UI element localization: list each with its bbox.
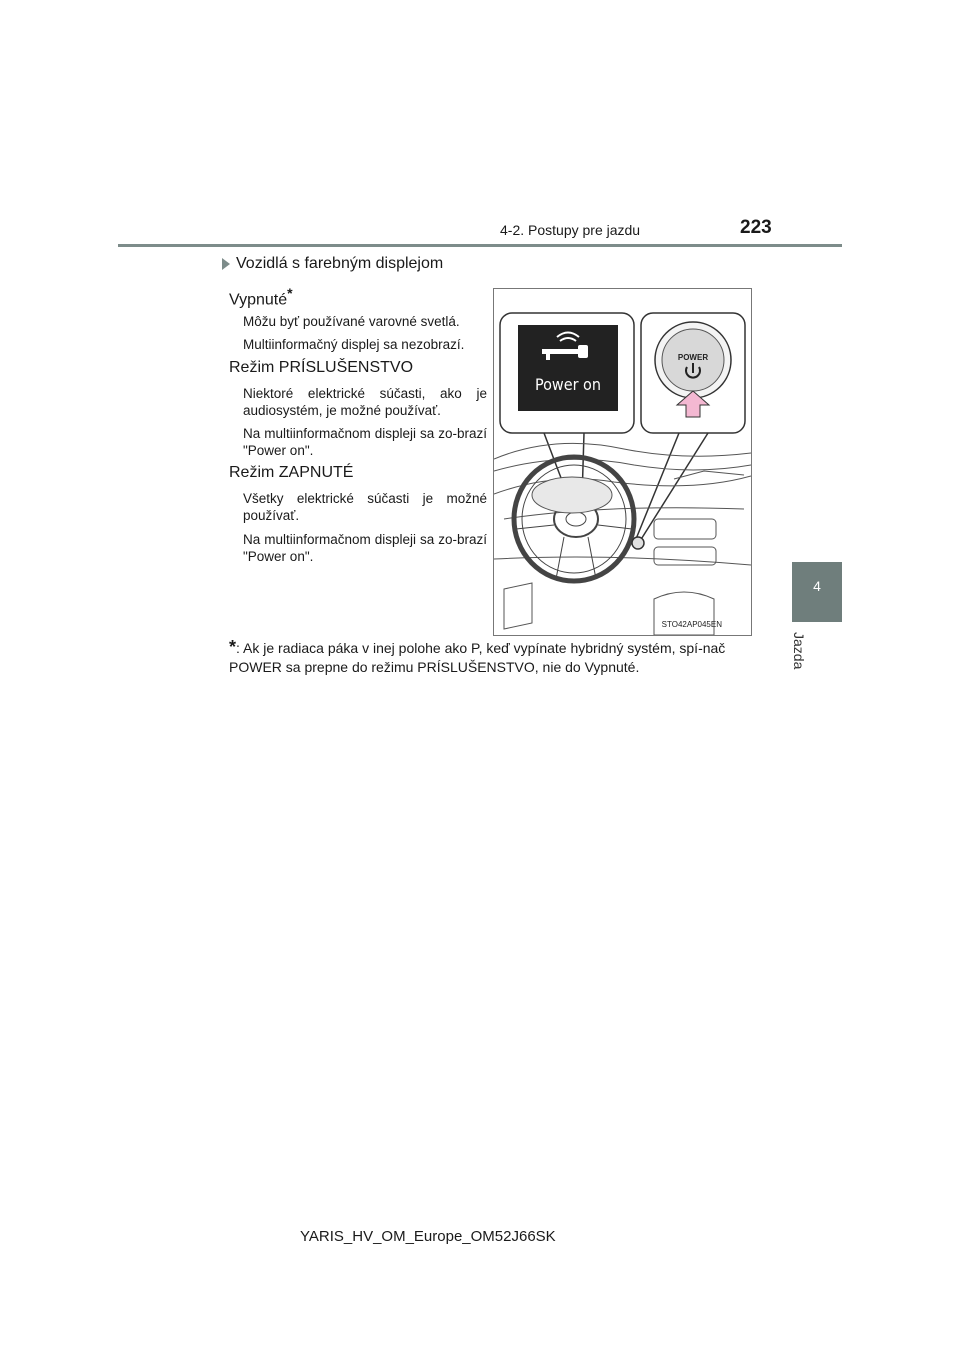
section-accessory-text-2: Na multiinformačnom displeji sa zo-brazí "Power on".: [243, 426, 487, 458]
chapter-number: 4: [813, 578, 821, 594]
header-section-title: 4-2. Postupy pre jazdu: [500, 222, 641, 238]
steering-wheel: [514, 457, 634, 581]
power-switch-location: [632, 537, 644, 549]
footnote-star: *: [229, 637, 237, 657]
vehicle-variant-text: Vozidlá s farebným displejom: [236, 255, 444, 272]
power-button-label: POWER: [677, 353, 709, 362]
footnote-marker: *: [287, 285, 293, 301]
footnote-text: : Ak je radiaca páka v inej polohe ako P, keď vypínate hybridný systém, spí-nač POWER sa prepne do režimu PRÍSLUŠENSTVO, nie do Vypnuté.: [229, 640, 726, 675]
section-on-text-2: Na multiinformačnom displeji sa zo-brazí "Power on".: [243, 532, 487, 564]
dashboard-illustration: [494, 289, 751, 635]
header-divider: [118, 244, 842, 247]
triangle-bullet-icon: [222, 258, 230, 270]
page-number: 223: [740, 217, 772, 238]
section-off-text-1: Môžu byť používané varovné svetlá.: [243, 314, 460, 329]
display-power-on-text: Power on: [535, 375, 601, 394]
section-off-text-2: Multiinformačný displej sa nezobrazí.: [243, 337, 465, 352]
section-on-text-1: Všetky elektrické súčasti je možné používať.: [243, 491, 487, 523]
section-accessory-text-1: Niektoré elektrické súčasti, ako je audiosystém, je možné používať.: [243, 386, 487, 418]
dashboard-figure: [493, 288, 752, 636]
section-heading-on: Režim ZAPNUTÉ: [229, 464, 354, 481]
figure-code: STO42AP045EN: [661, 620, 722, 629]
document-footer: YARIS_HV_OM_Europe_OM52J66SK: [300, 1228, 556, 1245]
section-heading-accessory: Režim PRÍSLUŠENSTVO: [229, 359, 414, 376]
vehicle-variant-bullet: [222, 255, 443, 273]
footnote: [229, 638, 751, 677]
instrument-cluster: [532, 477, 612, 513]
chapter-label: Jazda: [791, 632, 807, 670]
section-heading-off: Vypnuté*: [229, 285, 293, 309]
